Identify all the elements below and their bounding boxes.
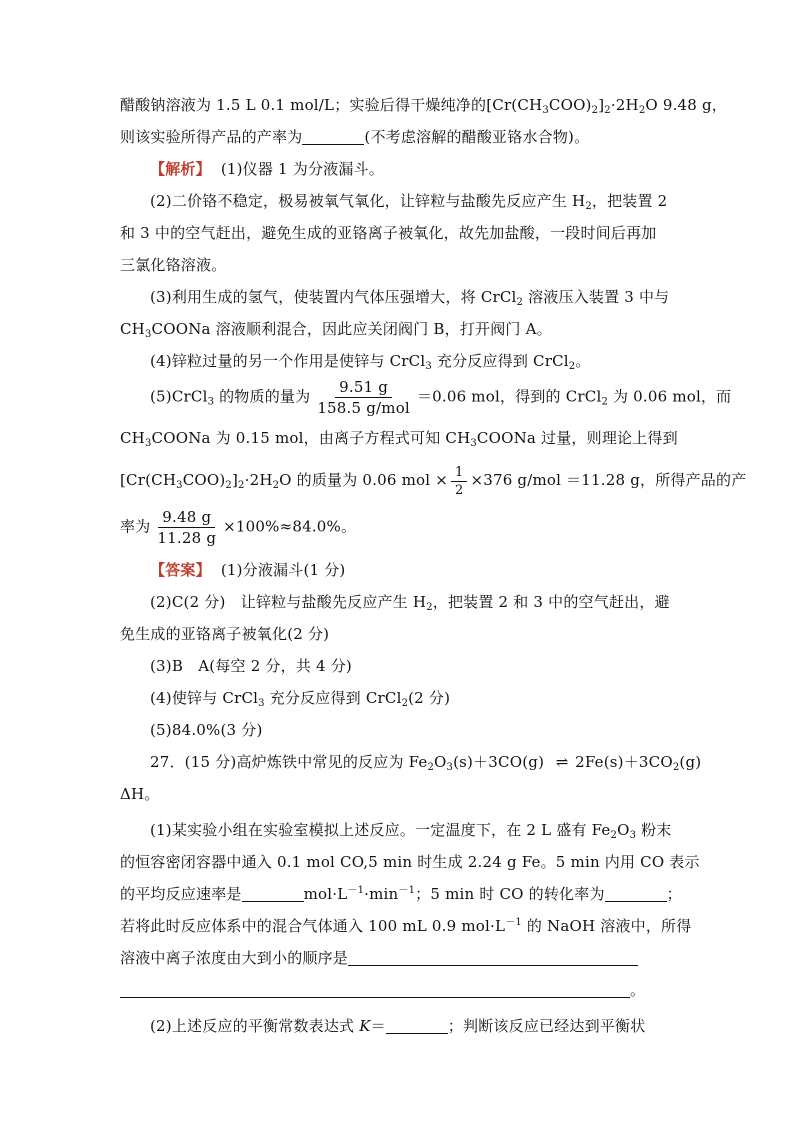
text-line: 醋酸钠溶液为 1.5 L 0.1 mol/L；实验后得干燥纯净的$[Cr(CH_3COO)_2]_2\cdot 2H_2O$ 9.48 g， bbox=[120, 96, 728, 116]
answer-blank[interactable] bbox=[348, 949, 638, 966]
text-line: 和 3 中的空气赶出，避免生成的亚铬离子被氧化，故先加盐酸，一段时间后再加 bbox=[120, 224, 657, 242]
answer-line: 【答案】 (1)分液漏斗(1 分) bbox=[150, 561, 346, 579]
text-line-fraction: $[Cr(CH_3COO)_2]_2\cdot 2H_2O$ 的质量为 0.06 mol × $\frac{1}{2}$ ×376 g/mol ＝11.28 g，所得产品的产 bbox=[120, 464, 747, 498]
text-line: 的恒容密闭容器中通入 0.1 mol CO,5 min 时生成 2.24 g Fe。5 min 内用 CO 表示 bbox=[120, 853, 700, 871]
text-line: $CH_3COONa$ 为 0.15 mol，由离子方程式可知 $CH_3COONa$ 过量，则理论上得到 bbox=[120, 429, 678, 449]
text-line: ΔH。 bbox=[120, 785, 160, 803]
text-line: (2)上述反应的平衡常数表达式 K＝ ；判断该反应已经达到平衡状 bbox=[150, 1017, 646, 1035]
text-line: 。 bbox=[120, 980, 680, 1000]
fraction: $\frac{1}{2}$ bbox=[451, 465, 467, 498]
text-line: 三氯化铬溶液。 bbox=[120, 256, 227, 274]
analysis-line: 【解析】 (1)仪器 1 为分液漏斗。 bbox=[150, 160, 384, 178]
question-27-line: 27．(15 分)高炉炼铁中常见的反应为 $Fe_2O_3(s)+3CO(g)$ ⇌ $2Fe(s)+3CO_2(g)$ bbox=[150, 753, 702, 773]
text-line-fraction: (5)CrCl$_3$ 的物质的量为 $\frac{9.51 g}{\text{158.5 g/mol}}$ ＝0.06 mol，得到的 CrCl$_2$ 为 0.06 mol，而 bbox=[150, 378, 732, 417]
text-line: (3)利用生成的氢气，使装置内气体压强增大，将 CrCl$_2$ 溶液压入装置 3 中与 bbox=[150, 288, 670, 308]
text-line: (4)使锌与 CrCl$_3$ 充分反应得到 CrCl$_2$(2 分) bbox=[150, 689, 451, 709]
answer-blank[interactable] bbox=[302, 128, 364, 145]
text-line: $CH_3COONa$ 溶液顺利混合，因此应关闭阀门 B，打开阀门 A。 bbox=[120, 320, 552, 340]
text-line: (5)84.0%(3 分) bbox=[150, 721, 263, 739]
answer-blank[interactable] bbox=[386, 1017, 448, 1034]
text-line: 的平均反应速率是 $mol\cdot L^{-1}\cdot\min^{-1}$；5 min 时 CO 的转化率为 ； bbox=[120, 885, 682, 903]
text-line: 溶液中离子浓度由大到小的顺序是 bbox=[120, 948, 680, 968]
text-line: 免生成的亚铬离子被氧化(2 分) bbox=[120, 625, 330, 643]
fraction: $\frac{9.51 g}{\text{158.5 g/mol}}$ bbox=[317, 378, 410, 417]
text-line: (1)某实验小组在实验室模拟上述反应。一定温度下，在 2 L 盛有 $Fe_2O_3$ 粉末 bbox=[150, 821, 672, 841]
answer-blank[interactable] bbox=[242, 885, 304, 902]
text-line: (3)B A(每空 2 分，共 4 分) bbox=[150, 657, 352, 675]
text-line: 则该实验所得产品的产率为 (不考虑溶解的醋酸亚铬水合物)。 bbox=[120, 128, 590, 146]
text-line: 若将此时反应体系中的混合气体通入 100 mL 0.9 $mol\cdot L^{-1}$ 的 NaOH 溶液中，所得 bbox=[120, 917, 692, 935]
equilibrium-arrow-icon: ⇌ bbox=[555, 753, 569, 771]
answer-blank[interactable] bbox=[605, 885, 667, 902]
text-line: (4)锌粒过量的另一个作用是使锌与 CrCl$_3$ 充分反应得到 CrCl$_2$。 bbox=[150, 352, 591, 372]
fraction: $\frac{9.48 g}{11.28 g}$ bbox=[157, 508, 217, 547]
text-line-fraction: 率为 $\frac{9.48 g}{11.28 g}$ ×100%≈84.0%。 bbox=[120, 508, 357, 547]
text-line: (2)二价铬不稳定，极易被氧气氧化，让锌粒与盐酸先反应产生 $H_2$，把装置 2 bbox=[150, 192, 668, 212]
text-line: (2)C(2 分) 让锌粒与盐酸先反应产生 $H_2$，把装置 2 和 3 中的空气赶出，避 bbox=[150, 593, 670, 613]
answer-blank[interactable] bbox=[120, 981, 630, 998]
answer-tag: 【答案】 bbox=[150, 561, 211, 579]
analysis-tag: 【解析】 bbox=[150, 160, 211, 178]
